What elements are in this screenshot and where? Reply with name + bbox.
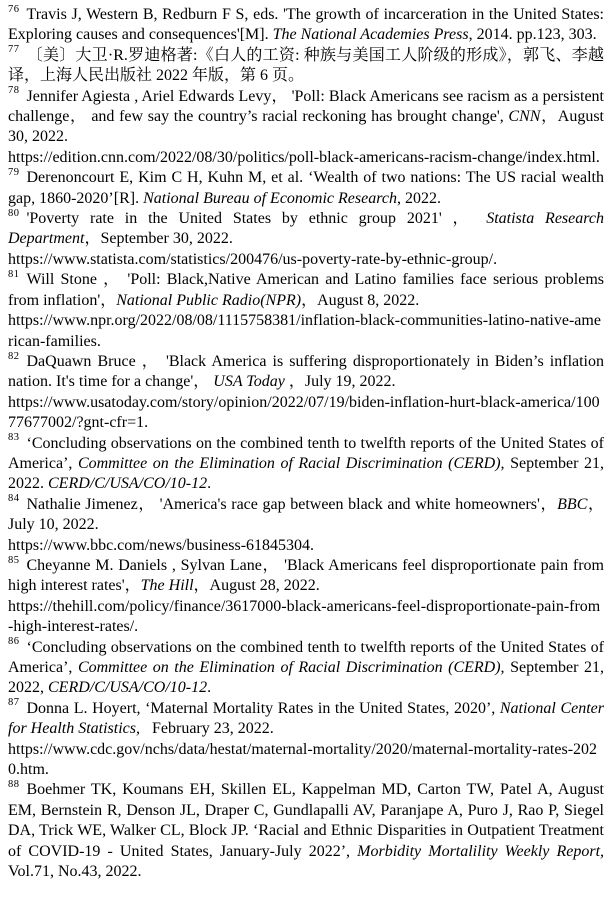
footnote-79 [8,168,604,209]
footnote-source-name: CNN [508,108,541,126]
footnote-source-name: The National Academies Press [272,26,469,44]
footnote-url: https://thehill.com/policy/finance/3617000-black-americans-feel-disproportionate-pain-from-high-interest-rates/. [8,597,601,636]
footnote-source-name: Statista Research Department [8,210,604,248]
footnote-78 [8,87,604,169]
footnote-text: ，July 10, 2022. [8,495,604,534]
footnote-marker: 76 [8,3,20,15]
footnote-text: ，July 19, 2022. [284,373,396,391]
footnote-url: https://edition.cnn.com/2022/08/30/politics/poll-black-americans-racism-change/index.html. [8,148,600,166]
footnote-84 [8,495,604,556]
footnote-text: Derenoncourt E, Kim C H, Kuhn M, et al. ‘Wealth of two nations: The US racial wealth gap, 1860-2020’[R]. [8,169,604,207]
footnote-76 [8,5,604,46]
footnote-text: September 21, 2022, [8,659,605,697]
footnote-marker: 83 [8,432,20,444]
footnote-marker: 79 [8,166,20,178]
footnote-text: Boehmer TK, Koumans EH, Skillen EL, Kappelman MD, Carton TW, Patel A, August EM, Bernstein R, Denson JL, Draper C, Gundlapalli AV, Paranjape A, Puro J, Rao P, Siegel DA, Trick WE, Walker CL, Block JP. ‘Racial and Ethnic Disparities in Outpatient Treatment of COVID-19 - United States, January-July 2022’, [8,781,604,860]
footnote-text: ，August 8, 2022. [301,291,420,309]
footnote-marker: 85 [8,554,20,566]
footnote-source-name: National Public Radio(NPR) [116,291,302,309]
footnote-marker: 81 [8,268,20,280]
footnote-url: https://www.bbc.com/news/business-61845304. [8,536,315,554]
footnote-87 [8,699,604,781]
footnote-text: ‘Concluding observations on the combined tenth to twelfth reports of the United States of America’, [8,638,604,676]
footnote-text: February 23, 2022. [140,720,274,738]
footnote-marker: 78 [8,85,20,97]
footnote-marker: 80 [8,207,20,219]
footnote-text: 〔美〕大卫·R.罗迪格著:《白人的工资: 种族与美国工人阶级的形成》，郭飞、李越译，上海人民出版社 2022 年版，第 6 页。 [8,46,604,85]
footnote-text: Cheyanne M. Daniels , Sylvan Lane， 'Black Americans feel disproportionate pain from high interest rates'， [8,556,604,595]
footnote-marker: 84 [8,493,20,505]
footnote-source-name: Morbidity Mortalility Weekly Report, [357,842,605,860]
footnote-83 [8,434,604,495]
footnote-text: . [207,679,212,697]
footnote-source-name: Committee on the Elimination of Racial Discrimination (CERD), [77,454,505,472]
footnote-source-name: The Hill [140,577,194,595]
footnote-81 [8,270,604,352]
footnote-text: Donna L. Hoyert, ‘Maternal Mortality Rates in the United States, 2020’, [26,699,500,717]
footnote-marker: 86 [8,636,20,648]
footnote-85 [8,556,604,638]
footnote-text: , 2022. [396,189,441,207]
footnote-text: , 2014. pp.123, 303. [468,26,597,44]
footnote-text: . [207,475,212,493]
footnote-url: https://www.statista.com/statistics/200476/us-poverty-rate-by-ethnic-group/. [8,250,498,268]
footnote-text: DaQuawn Bruce ， 'Black America is suffering disproportionately in Biden’s inflation nation. It's time for a change'， [8,352,604,391]
footnote-text: 'Poverty rate in the United States by ethnic group 2021' ， [26,210,487,228]
footnote-source-name: USA Today [213,373,285,391]
footnote-source-name: CERD/C/USA/CO/10-12 [48,475,208,493]
footnote-source-name: Committee on the Elimination of Racial Discrimination (CERD), [77,659,505,676]
footnote-url: https://www.cdc.gov/nchs/data/hestat/maternal-mortality/2020/maternal-mortality-rates-2020.htm. [8,740,598,779]
footnote-86 [8,638,604,699]
footnote-marker: 88 [8,779,20,791]
footnote-text: Travis J, Western B, Redburn F S, eds. 'The growth of incarceration in the United States: Exploring causes and consequences'[M]. [8,6,604,44]
footnote-text: ，September 30, 2022. [84,230,233,248]
footnote-text: September 21, 2022. [8,454,605,493]
footnote-marker: 87 [8,697,20,709]
footnote-text: Vol.71, No.43, 2022. [8,863,142,881]
footnote-url: https://www.usatoday.com/story/opinion/2022/07/19/biden-inflation-hurt-black-america/10077677002/?gnt-cfr=1. [8,393,600,432]
footnote-url: https://www.npr.org/2022/08/08/1115758381/inflation-black-communities-latino-native-american-families. [8,312,601,350]
footnote-source-name: BBC [557,495,588,513]
footnote-marker: 77 [8,44,20,56]
footnote-88 [8,780,604,882]
footnote-80 [8,209,604,270]
footnote-source-name: CERD/C/USA/CO/10-12 [48,679,208,697]
footnote-text: ‘Concluding observations on the combined tenth to twelfth reports of the United States of America’, [8,434,604,472]
footnote-source-name: National Bureau of Economic Research [143,189,397,207]
footnote-text: Jennifer Agiesta , Ariel Edwards Levy， 'Poll: Black Americans see racism as a persistent challenge， and few say the country’s racial reckoning has brought change', [8,87,604,126]
footnote-text: ，August 28, 2022. [193,577,320,595]
footnote-77 [8,46,604,87]
footnote-text: Will Stone ， 'Poll: Black,Native American and Latino families face serious problems from inflation'， [8,271,604,309]
footnote-82 [8,352,604,434]
footnote-source-name: National Center for Health Statistics, [8,699,604,738]
footnote-text: Nathalie Jimenez， 'America's race gap between black and white homeowners'， [26,495,558,513]
footnote-text: ，August 30, 2022. [8,108,604,146]
footnote-marker: 82 [8,350,20,362]
